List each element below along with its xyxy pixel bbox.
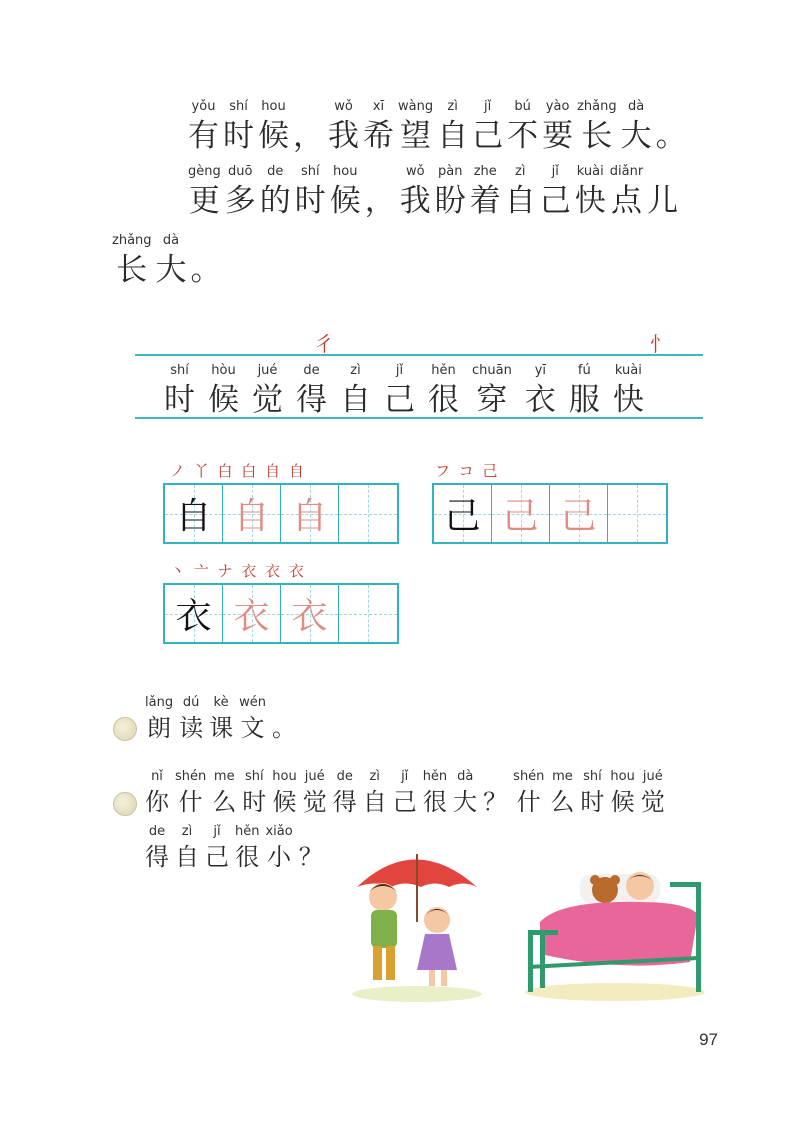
ruby-unit [296,362,327,420]
model-char: 衣 [175,596,212,637]
ruby-unit [542,98,573,156]
hanzi: 己 [384,382,415,418]
grid-cell [165,485,223,542]
ruby-unit [365,163,396,221]
grid-cell-empty [339,485,397,542]
pinyin: zhǎng [577,99,617,114]
pinyin: hěn [422,769,448,784]
hanzi: 很 [422,788,447,816]
ruby-unit [156,232,187,290]
hanzi: 时 [223,118,254,154]
ruby-unit [435,163,466,221]
hanzi: 很 [235,843,260,871]
ruby-unit [550,768,574,818]
pinyin: wǒ [405,164,425,179]
hanzi: 衣 [524,382,556,418]
radical-xin: 忄 [650,332,670,356]
hanzi: ？ [483,788,508,816]
ruby-unit [577,98,617,156]
hanzi: 服 [568,382,600,418]
hanzi: 得 [145,843,169,871]
grid-cell [223,585,281,642]
hanzi: 己 [392,788,417,816]
pinyin: shén [175,769,207,784]
ruby-unit [333,768,357,818]
ruby-unit [175,823,199,873]
trace-char: 自 [291,496,328,537]
hanzi: 着 [469,183,501,219]
exercise-bullet-icon [113,792,137,816]
ruby-unit [239,694,266,744]
ruby-unit [400,163,431,221]
hanzi: ， [364,183,396,219]
pinyin: chuān [472,363,512,378]
ruby-unit [164,362,195,420]
pinyin: shí [300,164,320,179]
pinyin: hou [261,99,286,114]
pinyin: jǐ [401,769,409,784]
stroke-order-ji: フ コ 己 [435,462,500,480]
hanzi: 点 [610,183,642,219]
hanzi: 时 [242,788,267,816]
hanzi: 候 [329,183,361,219]
ruby-unit [428,362,459,420]
ruby-unit [525,362,556,420]
hanzi: 什 [516,788,541,816]
hanzi: 我 [328,118,359,154]
ruby-unit [363,98,394,156]
vocab-top-rule [135,354,703,356]
pinyin: hou [333,164,358,179]
ruby-unit [437,98,468,156]
ruby-unit [303,768,327,818]
hanzi: 不 [507,118,539,154]
pinyin: zì [447,99,458,114]
hanzi: 快 [612,382,644,418]
hanzi: 自 [340,382,371,418]
pinyin: hou [610,769,635,784]
pinyin: dú [182,695,200,710]
ruby-unit [610,163,643,221]
hanzi: 朗 [147,714,172,742]
pinyin: dà [162,233,180,248]
ruby-unit [145,823,169,873]
model-char: 自 [175,496,212,537]
grid-cell [492,485,550,542]
pinyin: fú [577,363,591,378]
pinyin: jué [257,363,278,378]
ruby-unit [393,768,417,818]
ruby-unit [188,98,219,156]
hanzi: 候 [208,382,239,418]
pinyin: me [552,769,573,784]
ruby-unit [580,768,604,818]
ruby-unit [472,362,512,420]
pinyin: jǐ [551,164,559,179]
exercise-bullet-icon [113,717,137,741]
pinyin: kuài [614,363,642,378]
grid-cell [223,485,281,542]
writing-grid-yi [163,583,399,644]
grid-cell [550,485,608,542]
hanzi: 自 [437,118,469,154]
ruby-unit [330,163,361,221]
pinyin: zì [181,824,193,839]
pinyin: jǐ [395,363,404,378]
passage-line-3 [112,232,226,290]
hanzi: 觉 [302,788,327,816]
trace-char: 自 [233,496,270,537]
hanzi: 自 [362,788,387,816]
passage-line-2 [188,163,682,221]
hanzi: 觉 [640,788,665,816]
pinyin: shí [170,363,189,378]
ruby-unit [175,768,206,818]
ruby-unit [260,163,291,221]
grid-cell [434,485,492,542]
hanzi: 么 [550,788,575,816]
ruby-unit [540,163,571,221]
ruby-unit [205,823,229,873]
writing-grid-ji [432,483,668,544]
hanzi: 候 [272,788,297,816]
radical-chi: 彳 [314,332,334,356]
ruby-unit [252,362,283,420]
pinyin: xī [372,99,385,114]
hanzi: 要 [542,118,574,154]
pinyin: me [213,769,235,784]
pinyin: zì [515,164,526,179]
hanzi: 什 [178,788,203,816]
hanzi: 很 [428,382,459,418]
ruby-unit [258,98,289,156]
pinyin: zhǎng [112,233,152,248]
grid-cell-empty [608,485,666,542]
passage-line-1 [188,98,691,156]
hanzi: 长 [581,118,613,154]
grid-cell-empty [339,585,397,642]
ruby-unit [208,362,239,420]
ruby-unit [647,163,678,221]
ruby-unit [641,768,665,818]
hanzi: 得 [332,788,357,816]
trace-char: 衣 [291,596,328,637]
pinyin: kè [213,695,229,710]
ruby-unit [613,362,644,420]
pinyin: zì [350,363,361,378]
pinyin: shén [513,769,545,784]
writing-grid-zi [163,483,399,544]
hanzi: 更 [188,183,220,219]
hanzi: 文 [240,714,265,742]
ruby-unit [145,768,169,818]
pinyin: de [336,769,353,784]
hanzi: 候 [258,118,289,154]
hanzi: 自 [504,183,536,219]
pinyin: wén [239,695,266,710]
ruby-unit [188,163,221,221]
ruby-unit [453,768,477,818]
pinyin: lǎng [145,695,174,710]
hanzi: 儿 [647,183,679,219]
hanzi: 的 [259,183,291,219]
ruby-unit [265,823,292,873]
hanzi: 己 [205,843,229,871]
hanzi: 。 [655,118,687,154]
hanzi: 时 [580,788,605,816]
hanzi: 有 [188,118,219,154]
hanzi: 希 [363,118,394,154]
ruby-unit [472,98,503,156]
hanzi: 大 [155,252,187,288]
ruby-unit [656,98,687,156]
ruby-unit [328,98,359,156]
hanzi: 己 [472,118,504,154]
pinyin: jǐ [483,99,492,114]
pinyin: shí [583,769,602,784]
grid-cell [165,585,223,642]
ruby-unit [384,362,415,420]
trace-char: 衣 [233,596,270,637]
ruby-unit [235,823,259,873]
hanzi: 。 [190,252,222,288]
hanzi: 盼 [434,183,466,219]
ruby-unit [470,163,501,221]
pinyin: gèng [188,164,221,179]
hanzi: 大 [453,788,478,816]
ruby-unit [340,362,371,420]
pinyin: duō [228,164,253,179]
pinyin: de [148,824,166,839]
ruby-unit [610,768,634,818]
ruby-unit [112,232,152,290]
hanzi: 快 [574,183,606,219]
pinyin: hěn [431,363,456,378]
hanzi: 我 [399,183,431,219]
ruby-unit [293,98,324,156]
stroke-order-zi: ノ 丫 白 白 自 自 [170,462,306,480]
hanzi: 大 [620,118,652,154]
pinyin: jué [642,769,663,784]
pinyin: dà [628,99,645,114]
ruby-unit [299,823,323,873]
hanzi: 长 [116,252,148,288]
ruby-unit [513,768,544,818]
ruby-unit [145,694,173,744]
hanzi: 小 [267,843,292,871]
hanzi: ， [293,118,324,154]
pinyin: yī [534,363,546,378]
ruby-unit [483,768,507,818]
pinyin: bú [514,99,531,114]
hanzi: 时 [164,382,195,418]
bed-child-illustration [520,862,710,1002]
ruby-unit [272,768,296,818]
pinyin: wàng [398,99,434,114]
ruby-unit [621,98,652,156]
exercise-question-line-2 [145,823,329,873]
hanzi: 得 [296,382,327,418]
pinyin: dà [457,769,474,784]
pinyin: de [267,164,284,179]
pinyin: xiǎo [265,824,293,839]
ruby-unit [191,232,222,290]
ruby-unit [272,694,296,744]
hanzi: 自 [175,843,199,871]
hanzi: ？ [298,843,323,871]
pinyin: pàn [438,164,463,179]
hanzi: 读 [179,714,204,742]
pinyin: de [303,363,320,378]
exercise-question-line-1 [145,768,671,818]
stroke-order-yi: 丶 亠 ナ 衣 衣 衣 [170,562,306,580]
pinyin: nǐ [151,769,163,784]
trace-char: 己 [560,496,597,537]
page-number: 97 [699,1030,718,1049]
ruby-unit [209,694,233,744]
pinyin: jué [304,769,325,784]
hanzi: 时 [294,183,326,219]
ruby-unit [575,163,606,221]
pinyin: jǐ [213,824,221,839]
hanzi: 你 [145,788,169,816]
ruby-unit [225,163,256,221]
pinyin: kuài [576,164,604,179]
hanzi: 己 [539,183,571,219]
pinyin: shí [244,769,264,784]
pinyin: diǎnr [609,164,644,179]
pinyin: hěn [235,824,260,839]
pinyin: hòu [211,363,236,378]
umbrella-children-illustration [345,842,490,1002]
ruby-unit [423,768,447,818]
pinyin: zì [369,769,380,784]
ruby-unit [505,163,536,221]
hanzi: 穿 [476,382,508,418]
exercise-read-aloud [145,694,302,744]
model-char: 己 [444,496,481,537]
ruby-unit [212,768,236,818]
grid-cell [281,585,339,642]
pinyin: wǒ [334,99,353,114]
hanzi: 课 [209,714,234,742]
hanzi: 多 [224,183,256,219]
ruby-unit [507,98,538,156]
hanzi: 候 [610,788,635,816]
ruby-unit [223,98,254,156]
ruby-unit [363,768,387,818]
ruby-unit [295,163,326,221]
hanzi: 么 [212,788,237,816]
hanzi: 。 [271,714,296,742]
grid-cell [281,485,339,542]
ruby-unit [569,362,600,420]
hanzi: 望 [400,118,432,154]
ruby-unit [398,98,433,156]
trace-char: 己 [502,496,539,537]
ruby-unit [242,768,266,818]
vocab-characters [164,362,657,420]
ruby-unit [179,694,203,744]
pinyin: zhe [473,164,497,179]
pinyin: yǒu [191,99,216,114]
pinyin: shí [229,99,248,114]
pinyin: hou [272,769,297,784]
pinyin: yào [545,99,570,114]
hanzi: 觉 [252,382,283,418]
